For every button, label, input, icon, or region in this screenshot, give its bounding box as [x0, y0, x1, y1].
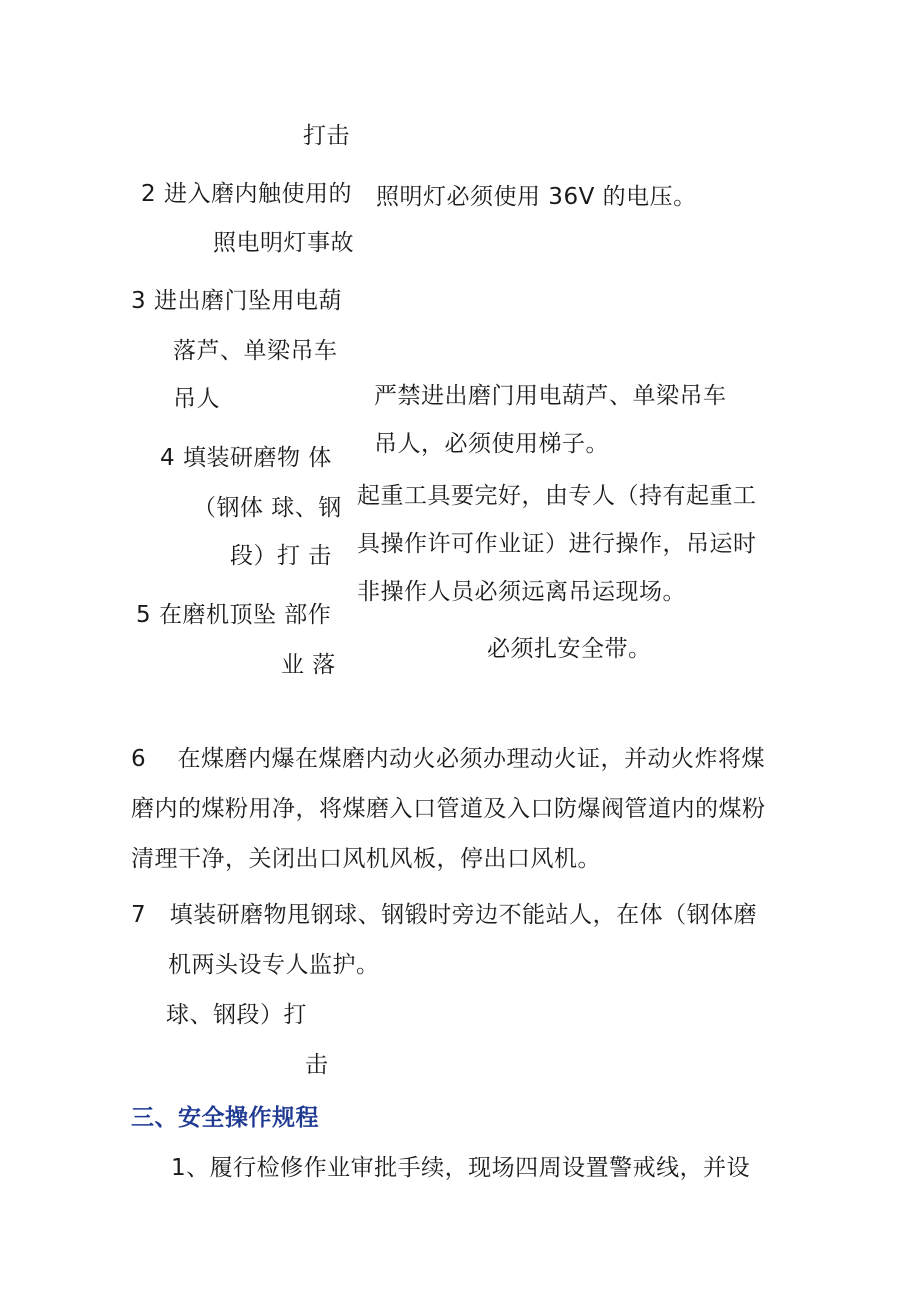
text-line: 段）打 击 — [230, 543, 332, 569]
section-heading: 三、安全操作规程 — [131, 1105, 319, 1131]
text-line: 5 在磨机顶坠 部作 — [136, 602, 332, 628]
text-line: 非操作人员必须远离吊运现场。 — [357, 579, 686, 605]
text-line: 磨内的煤粉用净，将煤磨入口管道及入口防爆阀管道内的煤粉 — [131, 796, 766, 822]
text-line: 3 进出磨门坠用电葫 — [131, 288, 342, 314]
text-line: 照电明灯事故 — [213, 230, 354, 256]
text-line: 打击 — [303, 123, 350, 149]
text-line: 6 在煤磨内爆在煤磨内动火必须办理动火证，并动火炸将煤 — [131, 746, 765, 772]
text-line: 具操作许可作业证）进行操作，吊运时 — [357, 531, 757, 557]
text-line: 7 填装研磨物甩钢球、钢锻时旁边不能站人，在体（钢体磨 — [131, 902, 758, 928]
text-line: 机两头设专人监护。 — [168, 952, 380, 978]
text-line: 击 — [305, 1052, 329, 1078]
text-line: 4 填装研磨物 体 — [160, 445, 332, 471]
text-line: （钢体 球、钢 — [193, 495, 342, 521]
text-line: 业 落 — [281, 652, 336, 678]
text-line: 吊人，必须使用梯子。 — [374, 431, 609, 457]
text-line: 起重工具要完好，由专人（持有起重工 — [357, 483, 757, 509]
text-line: 吊人 — [173, 386, 220, 412]
text-line: 1、履行检修作业审批手续，现场四周设置警戒线，并设 — [171, 1155, 751, 1181]
text-line: 球、钢段）打 — [166, 1002, 307, 1028]
text-line: 必须扎安全带。 — [487, 636, 652, 662]
text-line: 照明灯必须使用 36V 的电压。 — [376, 184, 697, 210]
text-line: 2 进入磨内触使用的 — [141, 181, 352, 207]
text-line: 落芦、单梁吊车 — [173, 338, 338, 364]
text-line: 清理干净，关闭出口风机风板，停出口风机。 — [131, 846, 601, 872]
text-line: 严禁进出磨门用电葫芦、单梁吊车 — [374, 383, 727, 409]
